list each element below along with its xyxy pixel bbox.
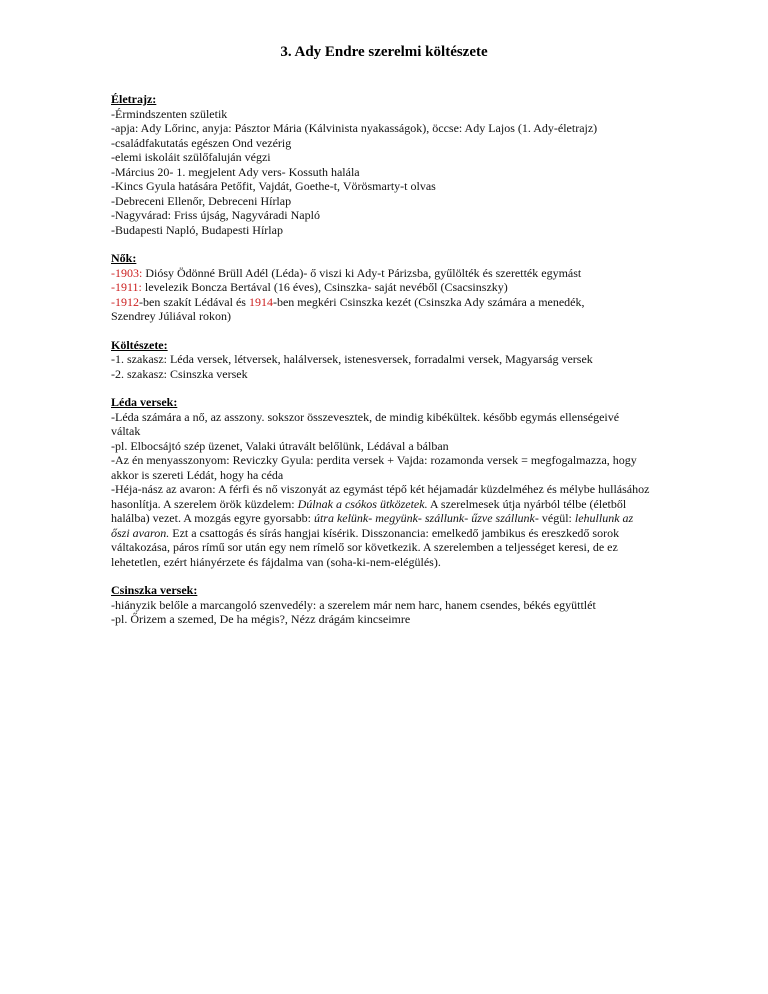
eletrajz-line: -Budapesti Napló, Budapesti Hírlap [111,222,283,237]
document-title: 3. Ady Endre szerelmi költészete [280,44,488,60]
leda-text: A szerelmesek útja nyárból télbe (életből halálba) vezet. A mozgás egyre gyorsabb: [111,496,627,525]
leda-paragraph: -Léda számára a nő, az asszony. sokszor összevesztek, de mindig kibékültek. később egymás ellenségeivé váltak [111,409,620,438]
year-label: -1911: [111,280,142,294]
leda-text: -Héja-nász az avaron: A férfi és nő viszonyát az egymást tépő két héjamadár küzdelméhez és mélybe hullásához hasonlítja. A szerelem örök küzdelem: [111,482,650,511]
eletrajz-line: -Nagyvárad: Friss újság, Nagyváradi Napló [111,208,320,222]
leda-text: végül: [538,511,575,525]
year-label: -1903: [111,265,143,280]
nok-line [111,295,651,310]
nok-line [111,266,651,281]
csinszka-line: -hiányzik belőle a marcangoló szenvedély: a szerelem már nem harc, hanem csendes, békés együttlét [111,597,596,612]
eletrajz-line: -Kincs Gyula hatására Petőfit, Vajdát, Goethe-t, Vörösmarty-t olvas [111,179,436,193]
leda-paragraph [111,482,651,569]
section-kolteszete [111,338,651,382]
section-eletrajz [111,92,651,237]
csinszka-line: -pl. Őrizem a szemed, De ha mégis?, Nézz drágám kincseimre [111,612,411,626]
eletrajz-line: -Március 20- 1. megjelent Ady vers- Kossuth halála [111,164,360,179]
section-csinszka [111,583,651,627]
leda-quote: útra kelünk- megyünk- szállunk- űzve szállunk- [313,511,539,525]
section-heading-csinszka: Csinszka versek: [111,583,198,597]
document-body [111,92,651,641]
leda-quote: Dúlnak a csókos ütközetek. [297,496,428,511]
leda-quote: lehullunk az őszi avaron. [111,511,634,540]
section-heading-leda: Léda versek: [111,395,178,409]
eletrajz-line: -Debreceni Ellenőr, Debreceni Hírlap [111,193,292,208]
nok-text: -ben szakít Lédával és [139,294,249,309]
year-label: 1914 [248,294,273,309]
year-label: -1912 [111,294,139,309]
kolteszete-line: -1. szakasz: Léda versek, létversek, halálversek, istenesversek, forradalmi versek, Magyarság versek [111,352,593,366]
section-heading-nok: Nők: [111,251,137,265]
eletrajz-line: -Érmindszenten születik [111,106,228,121]
nok-line [111,280,651,295]
eletrajz-line: -apja: Ady Lőrinc, anyja: Pásztor Mária (Kálvinista nyakasságok), öccse: Ady Lajos (1. Ady-életrajz) [111,121,598,135]
section-heading-eletrajz: Életrajz: [111,92,157,106]
kolteszete-line: -2. szakasz: Csinszka versek [111,366,248,381]
leda-paragraph: -pl. Elbocsájtó szép üzenet, Valaki útravált belőlünk, Lédával a bálban [111,438,449,453]
section-nok [111,251,651,324]
eletrajz-line: -elemi iskoláit szülőfaluján végzi [111,150,271,164]
nok-text: -ben megkéri Csinszka kezét (Csinszka Ady számára a menedék, [272,294,585,309]
eletrajz-line: -családfakutatás egészen Ond vezérig [111,135,292,150]
section-leda [111,395,651,569]
leda-paragraph: -Az én menyasszonyom: Reviczky Gyula: perdita versek + Vajda: rozamonda versek = megfogalmazza, hogy akkor is szereti Lédát, hogy ha céda [111,453,637,482]
nok-line: Szendrey Júliával rokon) [111,309,231,323]
section-heading-kolteszete: Költészete: [111,337,168,352]
nok-text: Diósy Ödönné Brüll Adél (Léda)- ő viszi ki Ady-t Párizsba, gyűlölték és szerették egymást [142,265,582,280]
leda-text: Ezt a csattogás és sírás hangjai kísérik. Disszonancia: emelkedő jambikus és ereszkedő sorok váltakozása, páros rímű sor után egy nem rímelő sor következik. A szerelemben a teljességet keresi, de ez lehetetlen, ezért hiányérzete és fájdalma van (soha-ki-nem-elégülés). [111,525,620,569]
nok-text: levelezik Boncza Bertával (16 éves), Csinszka- saját nevéből (Csacsinszky) [141,280,508,294]
